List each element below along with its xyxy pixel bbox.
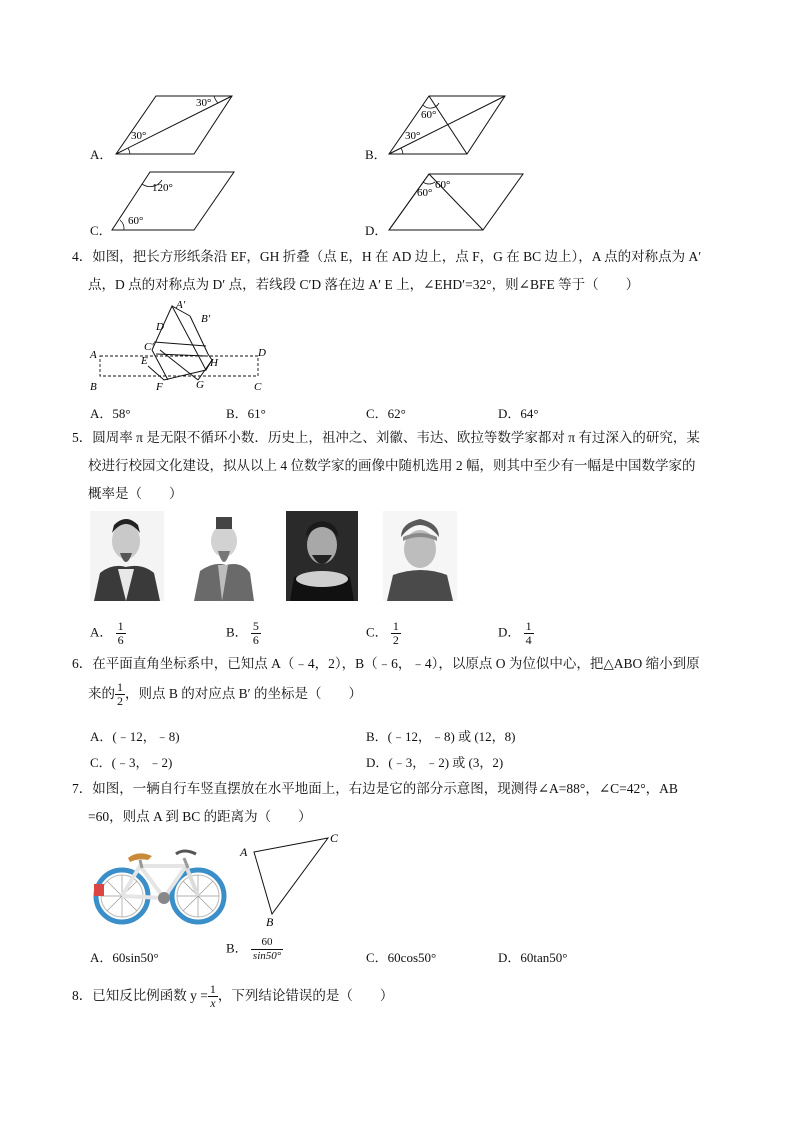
point-label-b: B — [266, 915, 274, 928]
numerator: 1 — [117, 680, 123, 695]
parallelogram-figure-d — [363, 168, 533, 234]
text: ，则点 B 的对应点 B′ 的坐标是（ ） — [125, 686, 362, 701]
numerator: 1 — [392, 619, 399, 633]
question-text: 如图，把长方形纸条沿 EF，GH 折叠（点 E，H 在 AD 边上，点 F，G 在 BC 边上），A 点的对称点为 A′ — [92, 249, 702, 264]
q5-option-c[interactable] — [366, 620, 401, 647]
point-label-a: A — [240, 845, 248, 859]
question-4-options — [90, 403, 730, 419]
q4-option-d[interactable]: D．64° — [498, 406, 539, 421]
q4-option-b[interactable]: B．61° — [226, 406, 266, 421]
question-5 — [72, 424, 732, 508]
point-label-b: B — [90, 381, 97, 393]
point-label-c: C — [254, 381, 262, 393]
question-7-line2: =60，则点 A 到 BC 的距离为（ ） — [88, 809, 312, 824]
q7-option-d[interactable]: D．60tan50° — [498, 950, 568, 965]
point-label-d-right: D — [258, 347, 266, 359]
option-label: A． — [90, 624, 113, 640]
q5-option-d[interactable] — [498, 620, 534, 647]
denominator: 2 — [117, 694, 123, 709]
question-5-options — [90, 611, 730, 645]
question-4 — [72, 243, 732, 299]
q6-option-a[interactable]: A．(﹣12，﹣8) — [90, 729, 180, 744]
question-6-line1 — [72, 650, 732, 678]
question-number: 8． — [72, 988, 93, 1003]
point-label-a: A — [90, 349, 97, 361]
question-6-options — [90, 726, 730, 770]
denominator: x — [210, 996, 216, 1011]
angle-label-c2: 60° — [128, 215, 144, 227]
q7-option-b[interactable] — [226, 936, 283, 963]
q3-option-c — [88, 168, 258, 238]
text: 来的 — [88, 686, 115, 701]
q3-option-d — [363, 168, 533, 238]
question-5-line1 — [72, 424, 732, 452]
numerator: 1 — [209, 982, 216, 997]
option-label: D． — [498, 624, 521, 640]
question-8 — [72, 982, 732, 1010]
angle-label-a2: 30° — [131, 130, 147, 142]
q6-option-c[interactable]: C．(﹣3，﹣2) — [90, 755, 173, 770]
q3-option-b-label: B． — [365, 147, 387, 162]
q3-option-a — [88, 90, 258, 160]
portrait-zu-chongzhi — [90, 511, 164, 601]
point-label-d: D — [156, 321, 164, 333]
numerator: 60 — [251, 936, 283, 950]
q6-option-d[interactable]: D．(﹣3，﹣2) 或 (3，2) — [366, 755, 504, 770]
q3-option-d-label: D． — [365, 223, 388, 238]
numerator: 5 — [252, 619, 259, 633]
angle-label-b2: 30° — [405, 130, 421, 142]
point-label-c: C — [330, 831, 339, 845]
question-text: 如图，一辆自行车竖直摆放在水平地面上，右边是它的部分示意图，现测得∠A=88°，∠C=42°，AB — [92, 781, 678, 796]
denominator: 6 — [117, 633, 124, 647]
triangle-abc-figure — [236, 828, 346, 928]
question-text: 圆周率 π 是无限不循环小数．历史上，祖冲之、刘徽、韦达、欧拉等数学家都对 π 有过深入的研究，某 — [92, 430, 700, 445]
portrait-euler — [383, 511, 457, 601]
question-text: 已知反比例函数 y = — [92, 988, 208, 1003]
point-label-g: G — [196, 379, 204, 391]
angle-label-d1: 60° — [417, 187, 433, 199]
point-label-e: E — [141, 355, 148, 367]
option-label: B． — [226, 624, 248, 640]
question-number: 4． — [72, 249, 93, 264]
q7-option-c[interactable]: C．60cos50° — [366, 950, 437, 965]
parallelogram-figure-c — [88, 168, 258, 234]
q3-option-b — [363, 90, 533, 160]
q3-option-c-label: C． — [90, 223, 112, 238]
question-6-line2 — [72, 680, 732, 708]
question-5-line2: 校进行校园文化建设，拟从以上 4 位数学家的画像中随机选用 2 幅，则其中至少有一幅是中国数学家的 — [88, 458, 696, 473]
point-label-a1: A′ — [176, 299, 186, 311]
denominator: 6 — [252, 633, 259, 647]
folded-strip-figure — [88, 298, 278, 396]
q6-option-b[interactable]: B．(﹣12，﹣8) 或 (12，8) — [366, 729, 516, 744]
question-4-line2: 点，D 点的对称点为 D′ 点，若线段 C′D 落在边 A′ E 上，∠EHD′=32°，则∠BFE 等于（ ） — [88, 277, 640, 292]
question-number: 6． — [72, 656, 93, 671]
question-number: 5． — [72, 430, 93, 445]
question-7 — [72, 775, 732, 831]
question-text: ，下列结论错误的是（ ） — [217, 988, 394, 1003]
denominator: 2 — [392, 633, 399, 647]
parallelogram-figure-a — [88, 90, 258, 160]
denominator: sin50° — [252, 950, 282, 962]
question-4-line1 — [72, 243, 732, 271]
angle-label-b1: 60° — [421, 109, 437, 121]
portrait-liu-hui — [188, 511, 258, 601]
q5-option-b[interactable] — [226, 620, 261, 647]
question-5-line3: 概率是（ ） — [88, 486, 183, 501]
angle-label-a1: 30° — [196, 97, 212, 109]
denominator: 4 — [525, 633, 532, 647]
numerator: 1 — [525, 619, 532, 633]
q4-option-a[interactable]: A．58° — [90, 406, 131, 421]
question-number: 7． — [72, 781, 93, 796]
q7-option-a[interactable]: A．60sin50° — [90, 950, 159, 965]
q4-option-c[interactable]: C．62° — [366, 406, 406, 421]
point-label-b1: B′ — [201, 313, 211, 325]
question-6 — [72, 650, 732, 708]
point-label-c1: C′ — [144, 341, 154, 353]
option-label: C． — [366, 624, 388, 640]
angle-label-d2: 60° — [435, 179, 451, 191]
portrait-viete — [286, 511, 358, 601]
point-label-f: F — [156, 381, 163, 393]
angle-label-c1: 120° — [152, 182, 173, 194]
point-label-h: H — [210, 357, 218, 369]
question-7-options — [90, 934, 730, 970]
question-7-line1 — [72, 775, 732, 803]
bicycle-image — [88, 838, 232, 928]
question-text: 在平面直角坐标系中，已知点 A（﹣4，2），B（﹣6，﹣4），以原点 O 为位似中心，把△ABO 缩小到原 — [92, 656, 700, 671]
q5-option-a[interactable] — [90, 620, 126, 647]
option-label: B． — [226, 940, 248, 956]
parallelogram-figure-b — [363, 90, 533, 160]
numerator: 1 — [117, 619, 124, 633]
q3-option-a-label: A． — [90, 147, 113, 162]
